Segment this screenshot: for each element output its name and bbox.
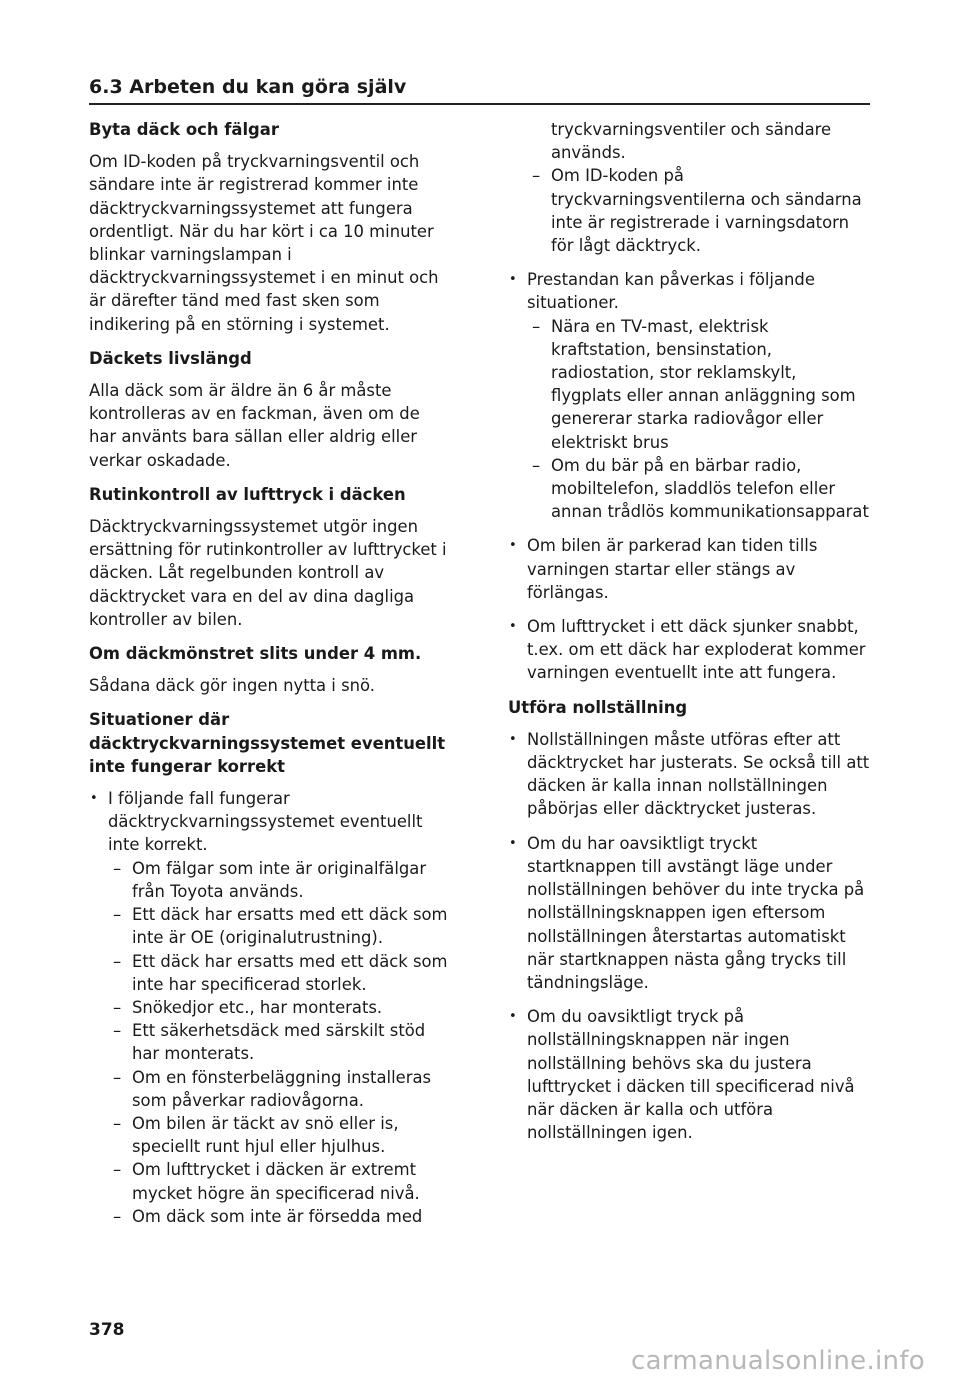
heading-dackmonster: Om däckmönstret slits under 4 mm. <box>89 644 422 664</box>
heading-byta-dack: Byta däck och fälgar <box>89 120 279 139</box>
sub-list-item: – Om lufttrycket i däcken är extremt mycket högre än specificerad nivå. <box>113 1158 451 1204</box>
list-item: • Om du har oavsiktligt tryckt startknappen till avstängt läge under nollställningen behöver du inte trycka på nollställningsknappen igen eftersom nollställningen återstartas automatiskt när startknappen nästa gång trycks till tändningsläge. <box>508 832 870 994</box>
sub-list-item: – Nära en TV-mast, elektrisk kraftstation, bensinstation, radiostation, stor reklamskylt, flygplats eller annan anläggning som genererar starka radiovågor eller elektriskt brus <box>532 315 870 454</box>
sub-list <box>108 857 451 1228</box>
list-item <box>89 787 451 1228</box>
sub-list-item: – Ett säkerhetsdäck med särskilt stöd har monterats. <box>113 1019 451 1065</box>
sub-list-item: – Om fälgar som inte är originalfälgar från Toyota används. <box>113 857 451 903</box>
nollstallning-list <box>508 728 870 1144</box>
paragraph-byta-dack: Om ID-koden på tryckvarningsventil och sändare inte är registrerad kommer inte däcktryckvarningssystemet att fungera ordentligt. När du har kört i ca 10 minuter blinkar varningslampan i däcktryckvarningssystemet i en minut och är därefter tänd med fast sken som indikering på en störning i systemet. <box>89 152 439 334</box>
paragraph-dackmonster: Sådana däck gör ingen nytta i snö. <box>89 676 375 696</box>
sub-list-item: – Snökedjor etc., har monterats. <box>113 996 451 1019</box>
heading-rutinkontroll: Rutinkontroll av lufttryck i däcken <box>89 484 406 504</box>
list-item: • Om du oavsiktligt tryck på nollställningsknappen när ingen nollställning behövs ska du justera lufttrycket i däcken till specificerad nivå när däcken är kalla och utföra nollställningen igen. <box>508 1005 870 1144</box>
left-column <box>89 118 451 1239</box>
sub-list-item: – Om bilen är täckt av snö eller is, speciellt runt hjul eller hjulhus. <box>113 1112 451 1158</box>
heading-situationer: Situationer där däcktryckvarningssystemet eventuellt inte fungerar korrekt <box>89 710 446 776</box>
heading-livslangd: Däckets livslängd <box>89 348 252 368</box>
continued-sub-list <box>508 164 870 257</box>
bullet-text: Prestandan kan påverkas i följande situationer. <box>527 270 815 313</box>
list-item <box>508 268 870 523</box>
sub-list-item: – Om däck som inte är försedda med <box>113 1205 451 1228</box>
bullet-text: I följande fall fungerar däcktryckvarningssystemet eventuellt inte korrekt. <box>108 789 423 855</box>
watermark: carmanualsonline.info <box>630 1346 925 1376</box>
paragraph-livslangd: Alla däck som är äldre än 6 år måste kontrolleras av en fackman, även om de har använts bara sällan eller aldrig eller verkar oskadade. <box>89 381 420 470</box>
section-title: 6.3 Arbeten du kan göra själv <box>89 76 407 98</box>
sub-list-item: – Om du bär på en bärbar radio, mobiltelefon, sladdlös telefon eller annan trådlös kommunikationsapparat <box>532 454 870 524</box>
performance-list <box>508 268 870 684</box>
list-item: • Om bilen är parkerad kan tiden tills varningen startar eller stängs av förlängas. <box>508 534 870 604</box>
continued-text: tryckvarningsventiler och sändare används. <box>551 120 832 163</box>
heading-nollstallning: Utföra nollställning <box>508 697 688 717</box>
list-item: • Nollställningen måste utföras efter att däcktrycket har justerats. Se också till att däcken är kalla innan nollställningen påbörjas eller däcktrycket justeras. <box>508 728 870 821</box>
page-header <box>89 73 870 105</box>
sub-list-item: – Om en fönsterbeläggning installeras som påverkar radiovågorna. <box>113 1066 451 1112</box>
sub-list <box>527 315 870 524</box>
situationer-list <box>89 787 451 1228</box>
list-item: • Om lufttrycket i ett däck sjunker snabbt, t.ex. om ett däck har exploderat kommer varningen eventuellt inte att fungera. <box>508 615 870 685</box>
right-column <box>508 118 870 1155</box>
page-number: 378 <box>89 1320 125 1340</box>
sub-list-item: – Ett däck har ersatts med ett däck som inte är OE (originalutrustning). <box>113 903 451 949</box>
sub-list-item: – Om ID-koden på tryckvarningsventilerna och sändarna inte är registrerade i varningsdatorn för lågt däcktryck. <box>532 164 870 257</box>
sub-list-item: – Ett däck har ersatts med ett däck som inte har specificerad storlek. <box>113 950 451 996</box>
paragraph-rutinkontroll: Däcktryckvarningssystemet utgör ingen ersättning för rutinkontroller av lufttrycket i däcken. Låt regelbunden kontroll av däcktrycket vara en del av dina dagliga kontroller av bilen. <box>89 517 447 629</box>
